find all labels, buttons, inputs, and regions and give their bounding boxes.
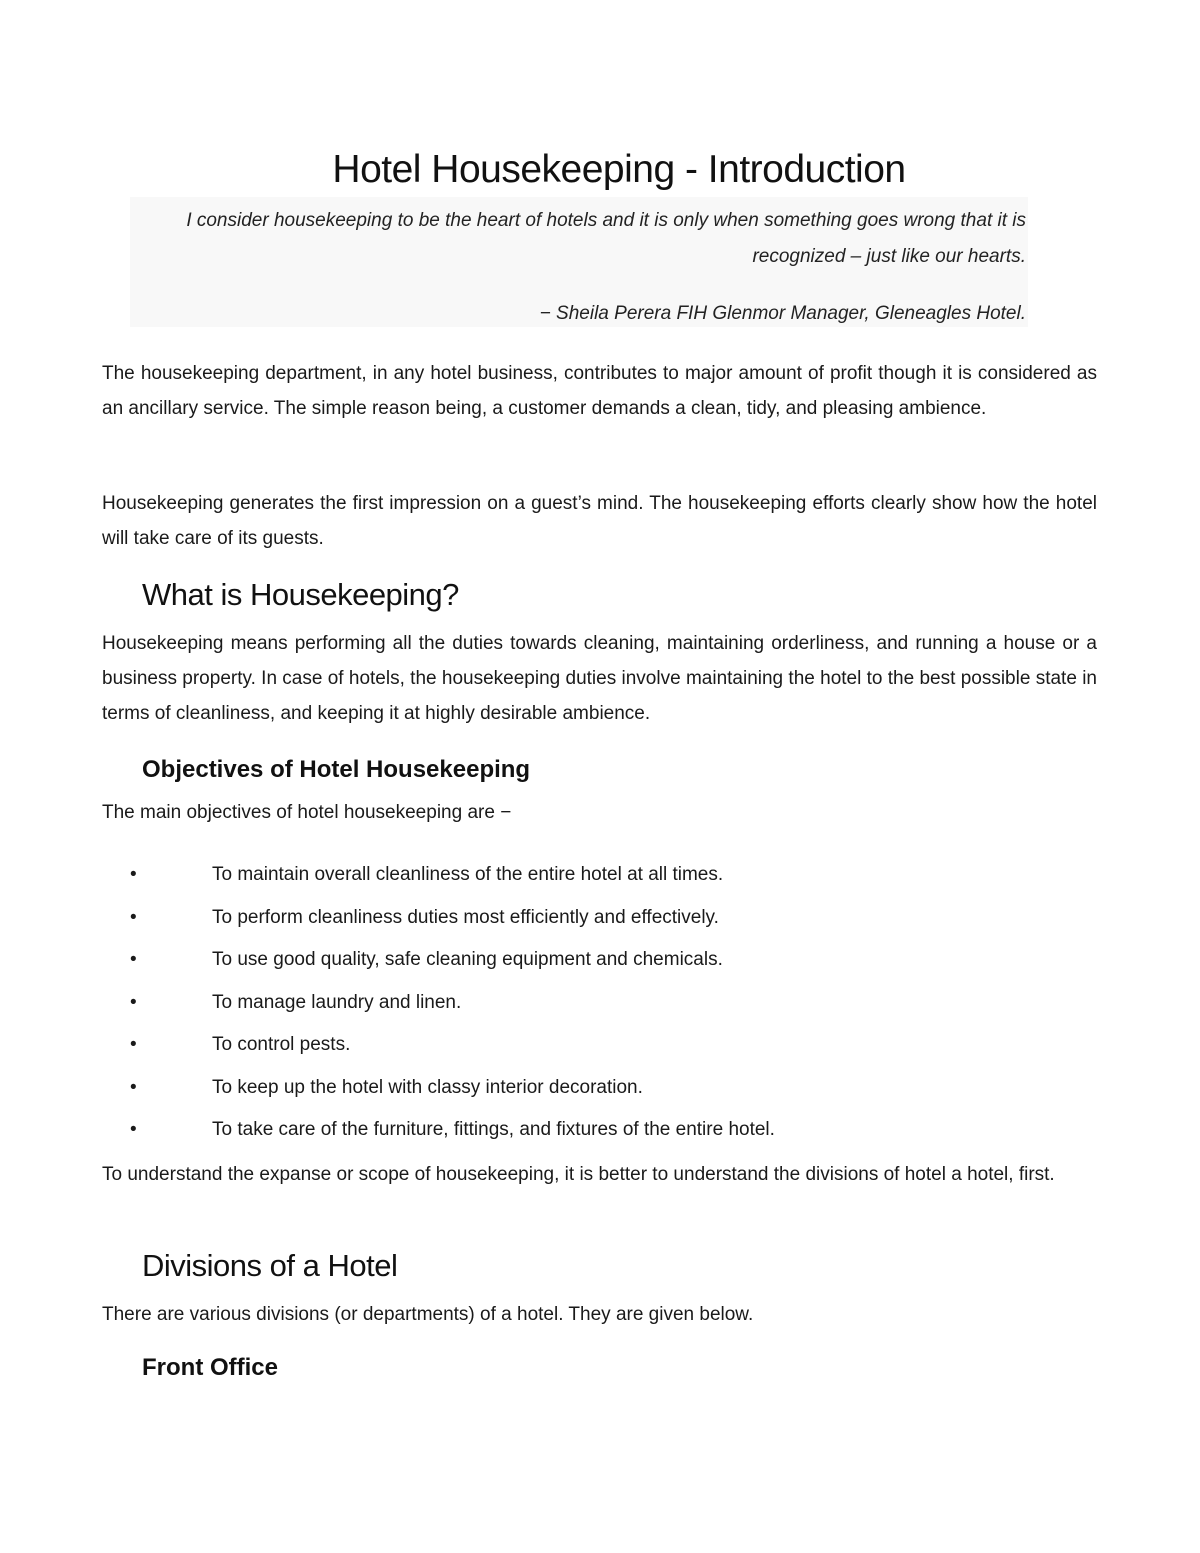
list-item — [102, 858, 1097, 901]
list-item — [102, 901, 1097, 944]
heading-front-office: Front Office — [142, 1354, 278, 1381]
bullet-icon: • — [130, 906, 137, 928]
bullet-icon: • — [130, 1119, 137, 1140]
page-title: Hotel Housekeeping - Introduction — [332, 148, 906, 191]
objectives-lead: The main objectives of hotel housekeeping are − — [102, 802, 512, 823]
objectives-after-paragraph: To understand the expanse or scope of housekeeping, it is better to understand the divisions of hotel a hotel, first. — [102, 1164, 1055, 1185]
heading-what-is-housekeeping: What is Housekeeping? — [142, 577, 459, 612]
bullet-icon: • — [130, 1076, 137, 1098]
list-item — [102, 943, 1097, 986]
quote-author: − Sheila Perera FIH Glenmor Manager, Gleneagles Hotel. — [539, 303, 1026, 324]
bullet-icon: • — [130, 864, 137, 885]
intro-paragraph-1: The housekeeping department, in any hotel business, contributes to major amount of profit though it is considered as an ancillary service. The simple reason being, a customer demands a clean, tidy, and pleasing ambience. — [102, 363, 1097, 419]
list-item — [102, 986, 1097, 1029]
quote-text: I consider housekeeping to be the heart of hotels and it is only when something goes wrong that it is recognized – just like our hearts. — [186, 210, 1026, 267]
quote-block — [130, 197, 1028, 327]
bullet-icon: • — [130, 949, 137, 970]
intro-paragraph-2: Housekeeping generates the first impression on a guest’s mind. The housekeeping efforts clearly show how the hotel will take care of its guests. — [102, 493, 1097, 549]
what-is-paragraph: Housekeeping means performing all the duties towards cleaning, maintaining orderliness, and running a house or a business property. In case of hotels, the housekeeping duties involve maintaining the hotel to the best possible state in terms of cleanliness, and keeping it at highly desirable ambience. — [102, 633, 1097, 724]
heading-divisions: Divisions of a Hotel — [142, 1248, 398, 1283]
list-item-text: To use good quality, safe cleaning equipment and chemicals. — [212, 949, 723, 970]
list-item-text: To take care of the furniture, fittings, and fixtures of the entire hotel. — [212, 1119, 775, 1140]
list-item-text: To maintain overall cleanliness of the entire hotel at all times. — [212, 864, 724, 885]
list-item-text: To perform cleanliness duties most efficiently and effectively. — [212, 906, 719, 928]
heading-objectives: Objectives of Hotel Housekeeping — [142, 756, 531, 783]
list-item-text: To manage laundry and linen. — [212, 991, 462, 1013]
list-item-text: To control pests. — [212, 1034, 351, 1055]
list-item — [102, 1028, 1097, 1071]
list-item — [102, 1071, 1097, 1114]
divisions-paragraph: There are various divisions (or departments) of a hotel. They are given below. — [102, 1304, 754, 1325]
objectives-list — [102, 858, 1097, 1156]
list-item — [102, 1113, 1097, 1156]
list-item-text: To keep up the hotel with classy interior decoration. — [212, 1076, 643, 1098]
bullet-icon: • — [130, 1034, 137, 1055]
bullet-icon: • — [130, 991, 137, 1013]
